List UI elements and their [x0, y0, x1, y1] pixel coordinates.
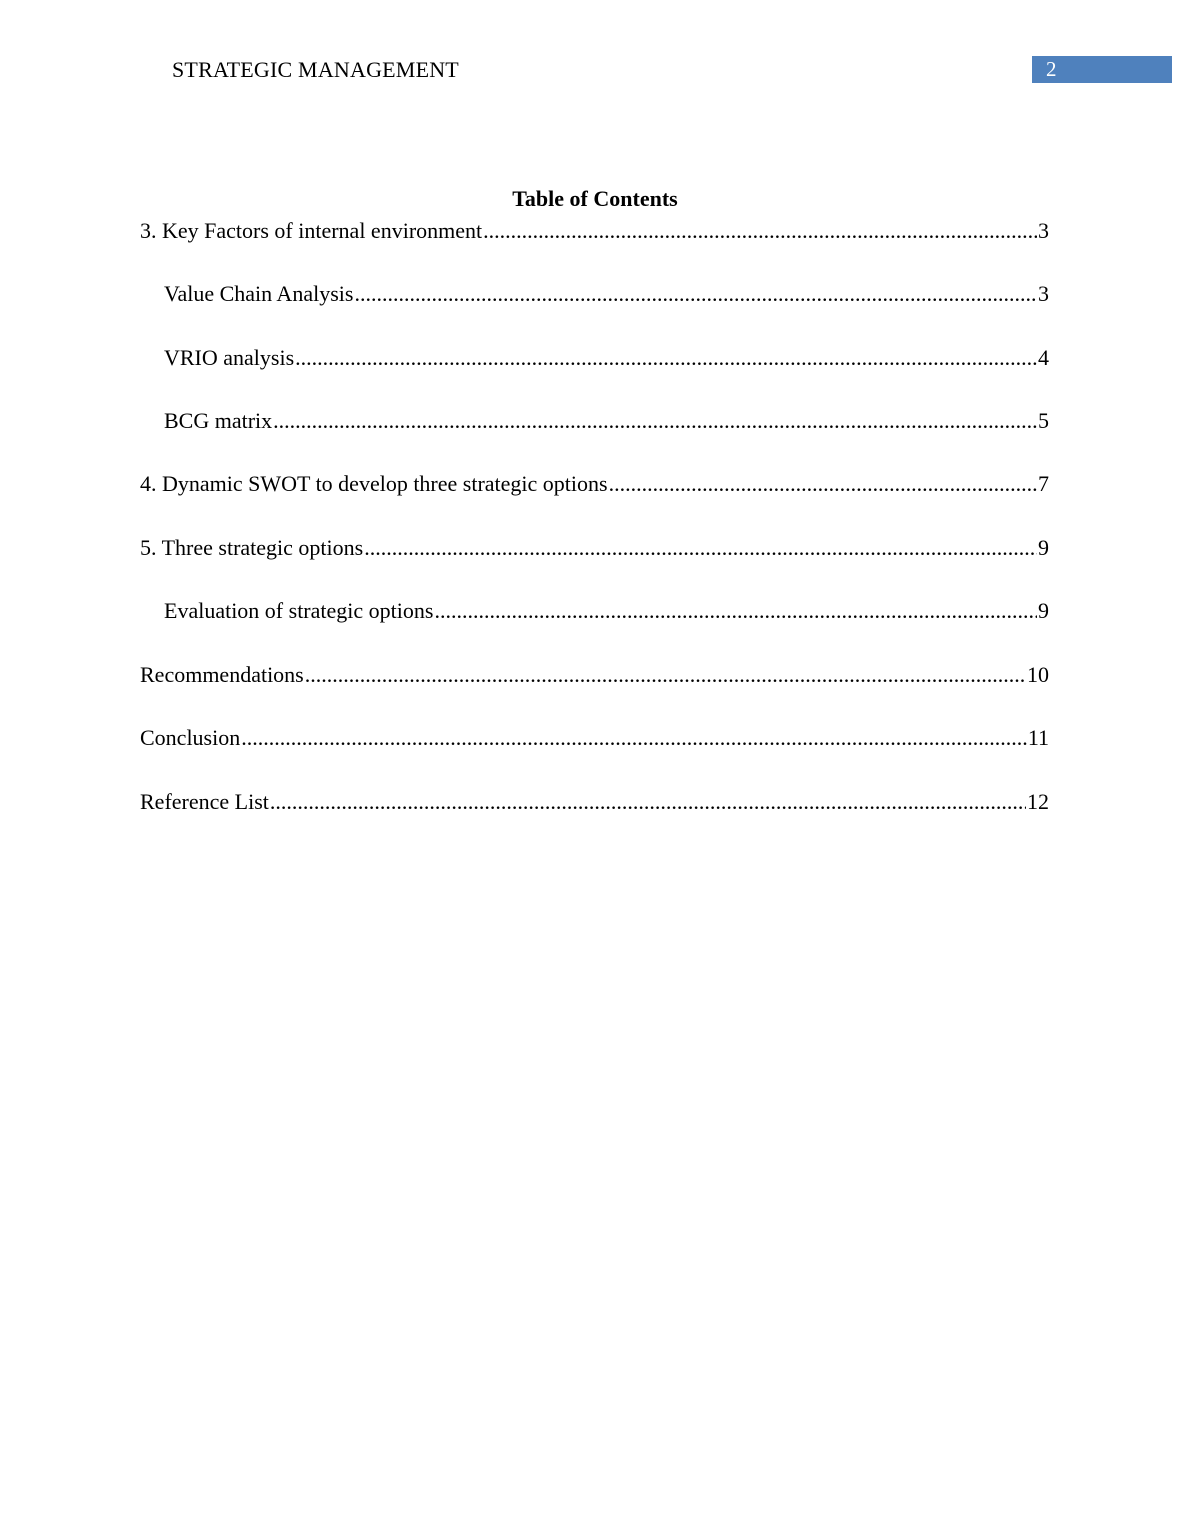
- toc-entry-page: 3: [1038, 281, 1049, 306]
- toc-entry-label: Conclusion: [140, 725, 241, 750]
- toc-entry[interactable]: [164, 280, 1049, 308]
- toc-entry-page: 10: [1027, 662, 1049, 687]
- toc-entry[interactable]: [140, 470, 1049, 498]
- toc-entry-page: 12: [1027, 789, 1049, 814]
- toc-entry-label: 5. Three strategic options: [140, 535, 364, 560]
- toc-entry-label: Evaluation of strategic options: [164, 598, 434, 623]
- toc-entry-page: 7: [1038, 471, 1049, 496]
- toc-dot-leader: [241, 724, 1027, 752]
- toc-entry[interactable]: [164, 344, 1049, 372]
- toc-entry-page: 5: [1038, 408, 1049, 433]
- toc-entry[interactable]: [140, 534, 1049, 562]
- toc-entry-label: BCG matrix: [164, 408, 273, 433]
- toc-dot-leader: [364, 534, 1037, 562]
- toc-title: Table of Contents: [512, 186, 678, 211]
- toc-dot-leader: [295, 344, 1037, 372]
- toc-entry[interactable]: [164, 597, 1049, 625]
- toc-dot-leader: [273, 407, 1037, 435]
- toc-entry[interactable]: [140, 724, 1049, 752]
- page-number-box: 2: [1032, 56, 1172, 83]
- toc-entry[interactable]: [140, 661, 1049, 689]
- toc-entry-page: 9: [1038, 598, 1049, 623]
- toc-entry-label: Value Chain Analysis: [164, 281, 354, 306]
- toc-dot-leader: [483, 217, 1037, 245]
- toc-entry-page: 11: [1027, 725, 1049, 750]
- toc-dot-leader: [434, 597, 1037, 625]
- toc-entry-label: 3. Key Factors of internal environment: [140, 218, 483, 243]
- toc-dot-leader: [305, 661, 1026, 689]
- toc-entry[interactable]: [164, 407, 1049, 435]
- toc-entry-label: Reference List: [140, 789, 269, 814]
- toc-dot-leader: [609, 470, 1037, 498]
- toc-entry[interactable]: [140, 788, 1049, 816]
- toc-entry[interactable]: [140, 217, 1049, 245]
- toc-entry-label: 4. Dynamic SWOT to develop three strategic options: [140, 471, 608, 496]
- toc-dot-leader: [354, 280, 1037, 308]
- toc-entry-page: 3: [1038, 218, 1049, 243]
- toc-entry-page: 4: [1038, 345, 1049, 370]
- toc-entry-label: VRIO analysis: [164, 345, 295, 370]
- toc-entry-page: 9: [1038, 535, 1049, 560]
- toc-entry-label: Recommendations: [140, 662, 304, 687]
- running-head: STRATEGIC MANAGEMENT: [172, 57, 459, 82]
- toc-dot-leader: [270, 788, 1026, 816]
